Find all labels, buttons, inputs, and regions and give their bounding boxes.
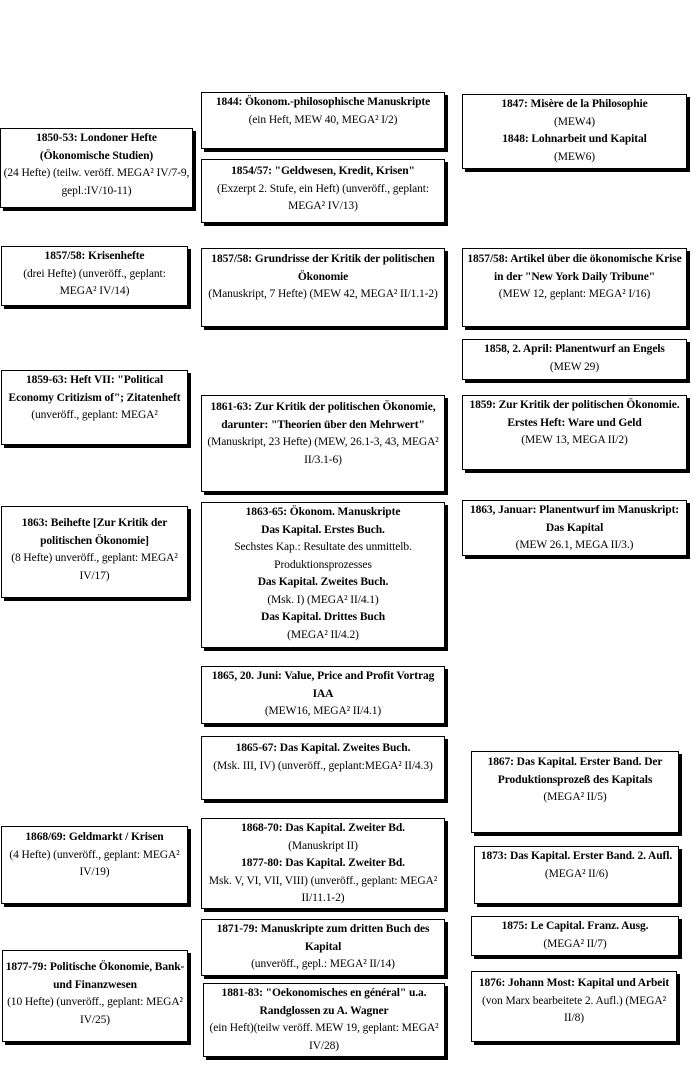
entry-desc-kapital-2: (Msk. I) (MEGA² II/4.1) — [267, 593, 379, 606]
entry-title: 1859-63: Heft VII: "Political Economy Critizism of"; Zitatenheft — [8, 374, 181, 404]
entry-title: 1857/58: Krisenhefte — [44, 250, 145, 262]
entry-title: 1863, Januar: Planentwurf im Manuskript: Das Kapital — [469, 504, 680, 534]
entry-box-1865-kapital-zweites-buch — [201, 736, 445, 800]
entry-title: 1875: Le Capital. Franz. Ausg. — [501, 920, 649, 932]
entry-desc: (drei Hefte) (unveröff., geplant: MEGA² IV/14) — [23, 267, 166, 297]
entry-title: 1859: Zur Kritik der politischen Ökonomie. Erstes Heft: Ware und Geld — [469, 399, 680, 429]
entry-desc: (ein Heft, MEW 40, MEGA² I/2) — [248, 113, 398, 126]
entry-desc: (von Marx bearbeitete 2. Aufl.) (MEGA² II/8) — [482, 994, 666, 1024]
entry-box-1876-johann-most — [471, 971, 677, 1042]
entry-box-1875-le-capital — [471, 916, 679, 956]
entry-box-1847-misere — [462, 94, 687, 169]
entry-desc: (unveröff., geplant: MEGA² — [31, 409, 158, 421]
entry-desc: (Manuskript, 23 Hefte) (MEW, 26.1-3, 43, MEGA² II/3.1-6) — [207, 436, 439, 466]
entry-box-1857-grundrisse — [201, 248, 445, 327]
entry-box-1857-krisenhefte — [1, 246, 188, 306]
entry-title: 1861-63: Zur Kritik der politischen Ökonomie, darunter: "Theorien über den Mehrwert" — [210, 401, 436, 431]
entry-box-1863-oekonom-manuskripte — [201, 502, 445, 648]
entry-desc: (Manuskript II) — [288, 839, 358, 852]
entry-desc: (MEW16, MEGA² II/4.1) — [264, 705, 382, 717]
entry-title: 1863: Beihefte [Zur Kritik der politischen Ökonomie] — [21, 517, 168, 547]
entry-box-1850-londoner-hefte — [0, 128, 193, 208]
entry-title: 1881-83: "Oekonomisches en général" u.a. Randglossen zu A. Wagner — [221, 987, 427, 1017]
entry-box-1865-value-price-profit — [201, 666, 445, 724]
entry-title: 1871-79: Manuskripte zum dritten Buch des Kapital — [216, 923, 430, 953]
entry-title: 1873: Das Kapital. Erster Band. 2. Aufl. — [480, 850, 673, 862]
entry-title: 1867: Das Kapital. Erster Band. Der Produktionsprozeß des Kapitals — [487, 756, 663, 786]
entry-box-1863-planentwurf — [462, 500, 687, 556]
entry-box-1858-planentwurf — [462, 339, 687, 380]
entry-box-1854-geldwesen — [201, 159, 445, 223]
entry-desc: (MEW 26.1, MEGA II/3.) — [515, 539, 634, 551]
entry-title: 1865, 20. Juni: Value, Price and Profit Vortrag IAA — [211, 670, 435, 700]
entry-desc: (10 Hefte) (unveröff., geplant: MEGA² IV/25) — [7, 996, 183, 1026]
entry-desc: (MEGA² II/6) — [544, 867, 609, 880]
entry-desc: (MEGA² II/7) — [543, 937, 607, 950]
entry-desc: (MEW4) — [554, 115, 595, 128]
entry-title: 1857/58: Artikel über die ökonomische Krise in der "New York Daily Tribune" — [467, 253, 682, 283]
entry-desc: (Msk. III, IV) (unveröff., geplant:MEGA² II/4.3) — [213, 759, 433, 772]
entry-box-1868-kapital-zweiter-bd — [201, 818, 445, 909]
entry-desc: (ein Heft)(teilw veröff. MEW 19, geplant: MEGA² IV/28) — [209, 1022, 439, 1052]
entry-box-1863-beihefte — [1, 506, 188, 598]
entry-desc: (Exzerpt 2. Stufe, ein Heft) (unveröff., geplant: MEGA² IV/13) — [216, 182, 430, 212]
entry-title: 1876: Johann Most: Kapital und Arbeit — [478, 977, 670, 989]
entry-box-1871-manuskripte-drittes-buch — [201, 919, 445, 976]
entry-desc: (MEGA² II/5) — [543, 791, 607, 803]
entry-title: 1868-70: Das Kapital. Zweiter Bd. — [241, 822, 405, 834]
entry-title: 1858, 2. April: Planentwurf an Engels — [484, 343, 665, 355]
entry-desc-1848: (MEW6) — [554, 150, 595, 163]
entry-title: 1877-79: Politische Ökonomie, Bank- und Finanzwesen — [5, 961, 185, 991]
entry-desc: (24 Hefte) (teilw. veröff. MEGA² IV/7-9, gepl.:IV/10-11) — [3, 167, 190, 197]
entry-box-1873-kapital-2-aufl — [474, 846, 679, 904]
entry-title-kapital-3: Das Kapital. Drittes Buch — [260, 611, 385, 623]
entry-desc: (8 Hefte) unveröff., geplant: MEGA² IV/17) — [11, 552, 178, 582]
entry-title-kapital-2: Das Kapital. Zweites Buch. — [257, 576, 389, 588]
entry-desc-kapital-3: (MEGA² II/4.2) — [287, 628, 359, 641]
entry-desc: (unveröff., gepl.: MEGA² II/14) — [251, 958, 395, 970]
entry-box-1859-zur-kritik — [462, 395, 687, 470]
entry-desc: (MEW 29) — [549, 360, 600, 373]
entry-box-1844-manuskripte — [201, 92, 445, 149]
entry-box-1867-kapital-erster-band — [471, 751, 679, 833]
entry-box-1881-oekonomisches-en-general — [203, 983, 445, 1057]
entry-box-1857-artikel-tribune — [462, 248, 687, 327]
entry-desc: (MEW 12, geplant: MEGA² I/16) — [498, 288, 651, 300]
entry-title: 1847: Misère de la Philosophie — [501, 98, 648, 110]
entry-title: 1844: Ökonom.-philosophische Manuskripte — [215, 96, 431, 108]
entry-box-1868-geldmarkt — [1, 826, 188, 904]
entry-title: 1863-65: Ökonom. Manuskripte — [245, 506, 401, 518]
entry-box-1859-heft-vii — [1, 370, 188, 445]
entry-desc: (MEW 13, MEGA II/2) — [521, 434, 628, 446]
entry-title: 1857/58: Grundrisse der Kritik der politischen Ökonomie — [211, 253, 435, 283]
entry-title: 1868/69: Geldmarkt / Krisen — [25, 831, 164, 843]
entry-title-1877: 1877-80: Das Kapital. Zweiter Bd. — [241, 857, 405, 869]
entry-box-1877-politische-oekonomie — [2, 950, 188, 1042]
entry-desc: Sechstes Kap.: Resultate des unmittelb. Produktionsprozesses — [234, 541, 412, 571]
entry-desc: (Manuskript, 7 Hefte) (MEW 42, MEGA² II/1.1-2) — [208, 288, 438, 300]
entry-desc-1877: Msk. V, VI, VII, VIII) (unveröff., geplant: MEGA² II/11.1-2) — [208, 874, 438, 904]
entry-box-1861-zur-kritik — [201, 395, 445, 492]
entry-title: 1850-53: Londoner Hefte (Ökonomische Studien) — [36, 132, 157, 162]
entry-title-1848: 1848: Lohnarbeit und Kapital — [502, 133, 647, 145]
entry-title: 1865-67: Das Kapital. Zweites Buch. — [235, 742, 411, 754]
entry-title: 1854/57: "Geldwesen, Kredit, Krisen" — [231, 165, 415, 177]
entry-title-kapital-1: Das Kapital. Erstes Buch. — [261, 523, 385, 536]
entry-desc: (4 Hefte) (unveröff., geplant: MEGA² IV/19) — [9, 848, 180, 878]
